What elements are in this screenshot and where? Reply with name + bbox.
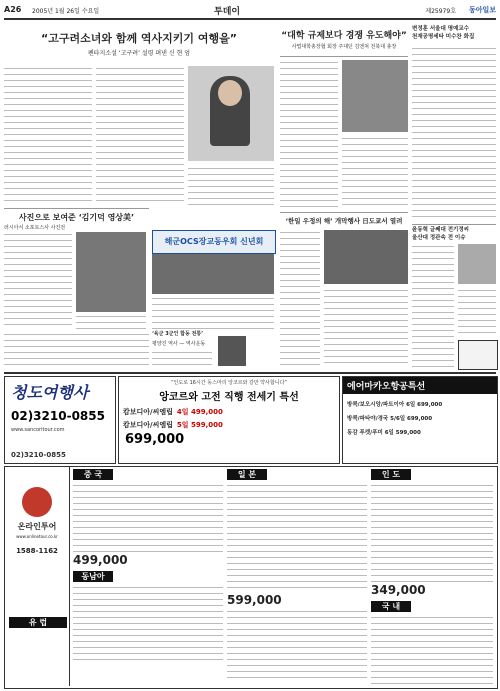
- mid-article-body-1: [280, 230, 320, 368]
- air-ad: [342, 376, 498, 464]
- section-title: 투데이: [214, 7, 241, 17]
- side-mid-title: 윤동혁 글쎄대 전기정씨: [412, 227, 469, 233]
- region-kr-listing: [371, 615, 493, 685]
- ocs-banner-title: 해군OCS장교동우회 신년회: [164, 237, 264, 246]
- promo-row2-route: 캄보디아/씨엠립: [123, 421, 173, 429]
- region-cn-price: 499,000: [73, 553, 128, 567]
- region-jp-block: [227, 469, 367, 684]
- region-jp-listing-2: [227, 609, 367, 679]
- army-caption: ‘육군 3군인 합동 전통’: [152, 331, 204, 337]
- main-article-title: “고구려소녀와 함께 역사지키기 여행을”: [41, 32, 237, 45]
- region-in-price: 349,000: [371, 583, 426, 597]
- region-eu-label: 유 럽: [9, 617, 67, 628]
- side-mid-subtitle: 울산대 정관속 전 이슈: [412, 235, 466, 241]
- air-row2: 방콕/파타야/경국 5/6일 699,000: [347, 416, 433, 422]
- page-header: [4, 4, 496, 20]
- ocs-banner: [152, 230, 276, 254]
- tour1-footer-phone: 02)3210-0855: [11, 451, 66, 459]
- tour1-phone: 02)3210-0855: [11, 409, 105, 423]
- side-mid-photo: [458, 244, 496, 284]
- right-article-photo: [342, 60, 408, 132]
- misc-body-1: [4, 332, 149, 368]
- issue-number: 제25979호: [425, 8, 456, 15]
- tour1-ad: [4, 376, 116, 464]
- side-top-body: [412, 46, 496, 221]
- promo-row1-price: 4일 499,000: [176, 408, 223, 416]
- ocs-body: [152, 296, 274, 330]
- tour2-name: 온라인투어: [17, 522, 57, 531]
- newspaper-logo: 동아일보: [468, 6, 496, 14]
- side-mid-body-2: [458, 288, 496, 338]
- promo-row1-route: 캄보디아/씨엠립: [123, 408, 173, 416]
- photo-article-head: [4, 208, 149, 229]
- online-tour-logo-icon: [22, 487, 52, 517]
- right-article-subtitle: 사법대학총장협 회장 주대던 김엔쳐 전북대 총장: [291, 44, 397, 50]
- army-photo: [218, 336, 246, 366]
- right-article-body-2: [342, 136, 408, 210]
- mid-article-title: ‘한일 우정의 해’ 개막행사 日도쿄서 열려: [285, 217, 403, 225]
- photo-article-subtitle: 러시아서 소포토스사 사진전: [4, 225, 66, 231]
- main-article-head: [4, 24, 274, 57]
- tour2-phone: 1588-1162: [16, 547, 58, 555]
- right-article-title: “대학 규제보다 경쟁 유도해야”: [281, 31, 407, 41]
- side-top-subtitle: 천재공명세타 미수찬 화집: [412, 34, 475, 40]
- air-row3: 동감 푸켓/푸미 6일 599,000: [347, 430, 421, 436]
- side-top-head: [412, 24, 496, 42]
- promo-top: “인도로 16시간 동스마리 앙코르와 갈만 약사합니다”: [170, 380, 288, 386]
- side-mini-ad: [458, 340, 498, 370]
- region-jp-listing: [227, 483, 367, 593]
- tour2-web: www.onlinetour.co.kr: [16, 534, 58, 539]
- region-cn-block: [73, 469, 223, 684]
- promo-ad: [118, 376, 340, 464]
- region-kr-label: 국 내: [371, 601, 411, 612]
- main-article-body-2: [96, 66, 184, 206]
- ad-divider: [4, 372, 496, 375]
- photo-article-photo: [76, 232, 146, 312]
- side-top-title: 변정훈 서울대 명예교수: [412, 26, 469, 32]
- mid-article-photo: [324, 230, 408, 284]
- photo-article-title: 사진으로 보여준 ‘김기덕 영상美’: [18, 213, 135, 222]
- region-jp-price: 599,000: [227, 593, 282, 607]
- region-sea-listing: [73, 585, 223, 665]
- tour1-name: 청도여행사: [11, 383, 89, 402]
- online-tour-ad: [4, 466, 498, 689]
- main-article-body-1: [4, 66, 92, 206]
- online-tour-brand: [5, 467, 70, 686]
- region-in-label: 인 도: [371, 469, 411, 480]
- page-number: A26: [4, 5, 22, 14]
- side-mid-head: [412, 224, 496, 243]
- mid-article-head: [280, 212, 408, 227]
- photo-article-body-2: [76, 314, 146, 330]
- issue-date: 2005년 1월 26일 수요일: [32, 8, 100, 15]
- region-cn-label: 중 국: [73, 469, 113, 480]
- main-article-photo: [188, 66, 274, 161]
- right-article-head: [280, 24, 408, 57]
- photo-article-body-1: [4, 232, 72, 330]
- air-title: 에어마카오항공특선: [343, 377, 497, 394]
- region-cn-listing: [73, 483, 223, 553]
- region-in-listing: [371, 483, 493, 583]
- right-article-body-1: [280, 60, 338, 210]
- mid-article-body-2: [324, 288, 408, 368]
- region-sea-label: 동남아: [73, 571, 113, 582]
- promo-row2-price: 5일 599,000: [176, 421, 223, 429]
- main-article-body-3: [188, 166, 274, 206]
- promo-total: 699,000: [125, 432, 185, 447]
- region-in-block: [371, 469, 493, 684]
- army-caption-2: 평양진 역사 — 역사운동: [152, 341, 206, 347]
- air-row1: 방콕/보오시앙/파트이아 6일 699,000: [347, 402, 443, 408]
- ocs-photo: [152, 254, 274, 294]
- region-jp-label: 일 본: [227, 469, 267, 480]
- side-mid-body-1: [412, 244, 454, 368]
- promo-mid: 앙코르와 고전 직행 전세기 특선: [159, 392, 299, 403]
- misc-body-2: [152, 350, 212, 368]
- tour1-web: www.sancoritour.com: [11, 427, 65, 433]
- main-article-subtitle: 펜타지소설 ‘고구려’ 설령 펴낸 신 현 엄: [87, 50, 191, 57]
